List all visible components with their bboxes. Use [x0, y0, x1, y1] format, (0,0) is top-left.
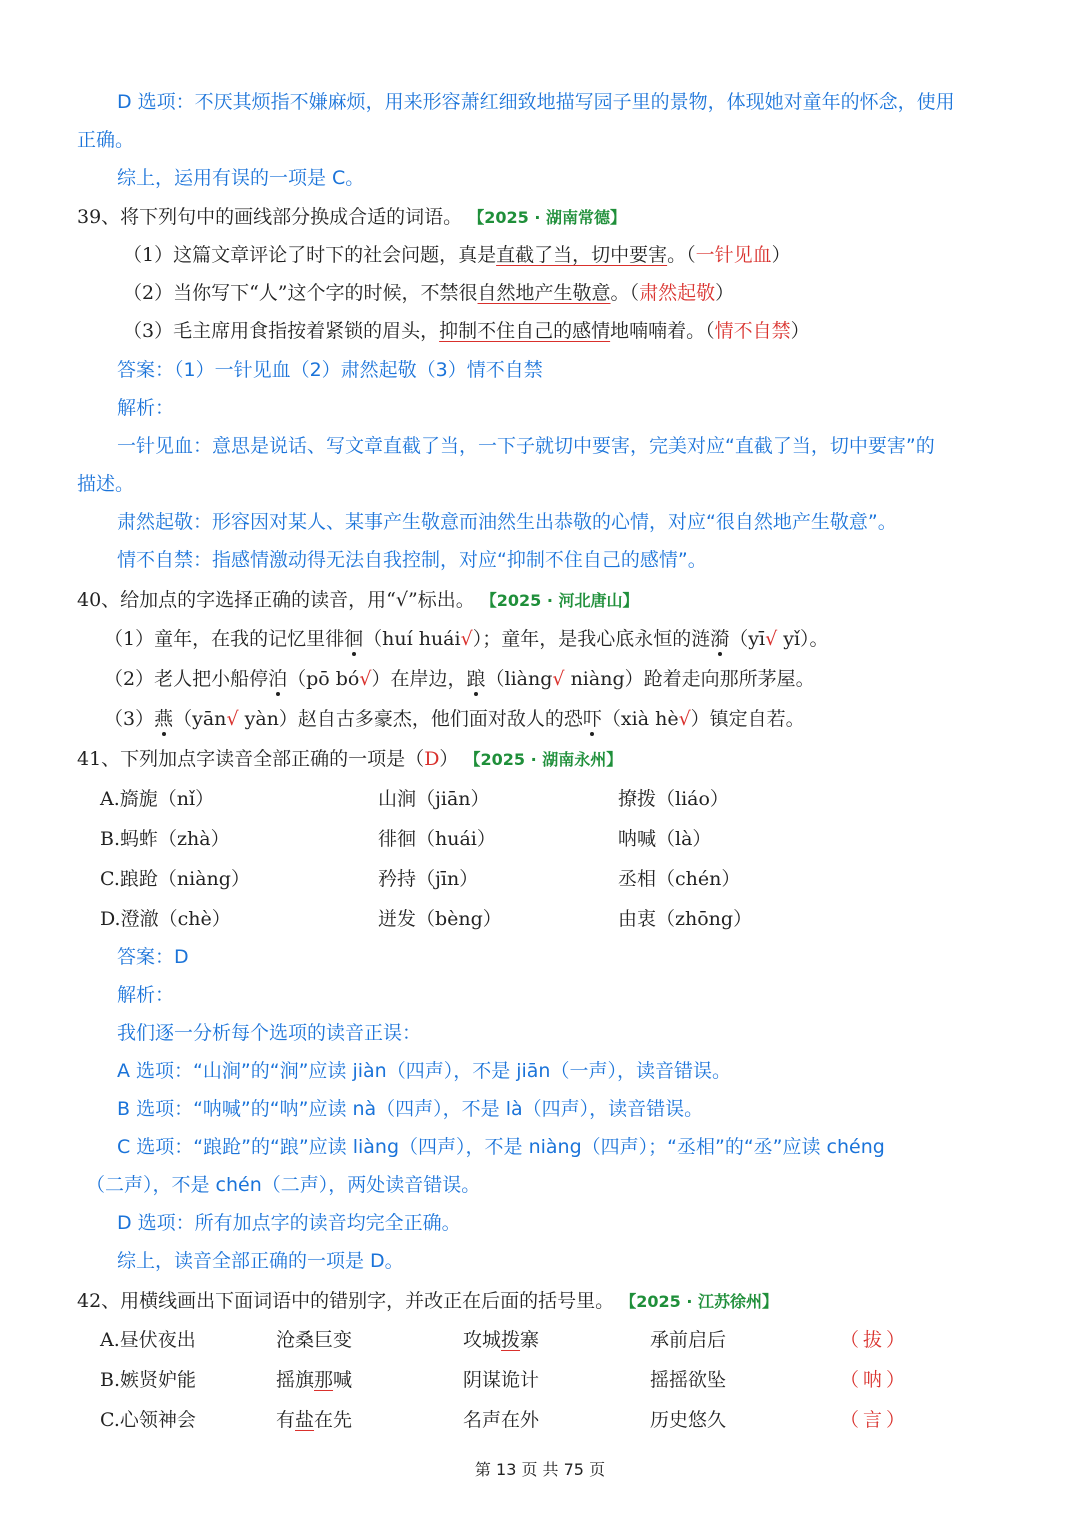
q41-option-d-3: 由衷（zhōng）	[618, 908, 753, 930]
q40-2-dotted-char-2: 踉	[466, 668, 486, 690]
q39-answer: 答案：（1）一针见血（2）肃然起敬（3）情不自禁	[117, 359, 543, 381]
q39-item-1-pre: （1）这篇文章评论了时下的社会问题，真是	[123, 244, 497, 266]
q41-analysis-0: 我们逐一分析每个选项的读音正误：	[117, 1022, 422, 1044]
q39-item-3-answer: 情不自禁	[714, 320, 791, 342]
q39-item-1-answer: 一针见血	[695, 244, 772, 266]
q39-stem-text: 39、将下列句中的画线部分换成合适的词语。	[77, 206, 463, 228]
q39-analysis-3: 情不自禁：指感情激动得无法自我控制，对应“抑制不住自己的感情”。	[117, 549, 707, 571]
q42-c-word-4: 历史悠久	[650, 1409, 727, 1431]
q42-a-word-4: 承前启后	[650, 1329, 727, 1351]
q42-a-wrong-char: 拨	[501, 1329, 521, 1351]
q40-stem-text: 40、给加点的字选择正确的读音，用“√”标出。	[77, 589, 475, 611]
q40-2-t2: （pō	[287, 668, 336, 690]
q40-1-check-2: √	[765, 628, 778, 650]
q40-1-t4: （	[729, 628, 749, 650]
q39-item-3-post: 地喃喃着。（	[610, 320, 715, 342]
q42-c-word-2-pre: 有	[276, 1409, 296, 1431]
q41-source-tag: 【2025 · 湖南永州】	[464, 750, 623, 769]
q42-b-correction	[840, 1366, 905, 1394]
q42-b-word-3: 阴谋诡计	[463, 1369, 540, 1391]
q42-b-word-2-post: 喊	[333, 1369, 353, 1391]
q39-item-2-pre: （2）当你写下“人”这个字的时候，不禁很	[123, 282, 478, 304]
q41-option-b-2: 徘徊（huái）	[378, 828, 496, 850]
q40-1-t1: （1）童年，在我的记忆里徘	[104, 628, 345, 650]
q41-option-a-3: 撩拨（liáo）	[618, 788, 729, 810]
q40-2-t3: ）在岸边，	[371, 668, 467, 690]
q40-1-check-1: √	[460, 628, 473, 650]
q42-a-word-2: 沧桑巨变	[276, 1329, 353, 1351]
q40-item-3	[104, 705, 805, 733]
q40-item-2	[104, 665, 815, 693]
q41-analysis-b: B 选项：“呐喊”的“呐”应读 nà（四声），不是 là（四声），读音错误。	[117, 1098, 704, 1120]
q41-option-c-1: C.踉跄（niàng）	[100, 868, 250, 890]
q42-c-rparen: ）	[886, 1409, 906, 1431]
q41-analysis-a: A 选项：“山涧”的“涧”应读 jiàn（四声），不是 jiān（一声），读音错误。	[117, 1060, 731, 1082]
q40-3-check-1: √	[226, 708, 239, 730]
q39-source-tag: 【2025 · 湖南常德】	[468, 208, 626, 227]
q40-2-t1: （2）老人把小船停	[104, 668, 269, 690]
q40-1-t2: （huí	[363, 628, 419, 650]
q41-analysis-c-cont: （二声），不是 chén（二声），两处读音错误。	[86, 1174, 481, 1196]
q42-b-lparen: （	[840, 1369, 860, 1391]
q39-analysis-1-cont: 描述。	[77, 473, 135, 495]
q42-a-word-3-post: 寨	[520, 1329, 540, 1351]
q42-c-fix: 言	[863, 1409, 883, 1431]
q41-analysis-label: 解析：	[117, 984, 175, 1006]
q41-option-c-3: 丞相（chén）	[618, 868, 741, 890]
q40-1-pinyin-2: yī	[748, 628, 766, 650]
q40-3-t4: （xià	[601, 708, 656, 730]
q42-a-rparen: ）	[886, 1329, 906, 1351]
q40-3-t5: ）镇定自若。	[690, 708, 805, 730]
q39-item-3-end: ）	[790, 320, 810, 342]
q42-b-rparen: ）	[886, 1369, 906, 1391]
q41-option-a-1: A.旖旎（nǐ）	[100, 788, 215, 810]
q39-item-2-end: ）	[715, 282, 735, 304]
q42-c-word-2	[276, 1406, 352, 1434]
page-footer: 第 13 页 共 75 页	[474, 1460, 606, 1479]
q40-3-dotted-char-2: 吓	[582, 708, 602, 730]
q41-option-c-2: 矜持（jīn）	[378, 868, 479, 890]
q42-a-word-3	[463, 1326, 539, 1354]
q41-option-b-3: 呐喊（là）	[618, 828, 712, 850]
q39-item-1-post: 。（	[667, 244, 696, 266]
q40-2-t4: （	[485, 668, 505, 690]
q40-1-t3: ）；童年，是我心底永恒的涟	[472, 628, 711, 650]
q40-1-dotted-char-1: 徊	[344, 628, 364, 650]
d-option-line: D 选项：不厌其烦指不嫌麻烦，用来形容萧红细致地描写园子里的景物，体现她对童年的怀念，使用	[117, 91, 955, 113]
q40-stem	[77, 586, 639, 615]
q39-analysis-1: 一针见血：意思是说话、写文章直截了当，一下子就切中要害，完美对应“直截了当，切中要害”的	[117, 435, 935, 457]
q42-b-word-1: B.嫉贤妒能	[100, 1369, 197, 1391]
q39-item-2-post: 。（	[610, 282, 640, 304]
q41-stem	[77, 745, 622, 774]
q42-stem-text: 42、用横线画出下面词语中的错别字，并改正在后面的括号里。	[77, 1290, 615, 1312]
d-option-line-cont: 正确。	[77, 129, 135, 151]
q42-c-word-2-post: 在先	[314, 1409, 353, 1431]
summary-line: 综上，运用有误的一项是 C。	[117, 167, 365, 189]
q39-item-2-underlined: 自然地产生敬意	[477, 282, 611, 304]
q42-a-correction	[840, 1326, 905, 1354]
q40-source-tag: 【2025 · 河北唐山】	[480, 591, 639, 610]
q42-c-correction	[840, 1406, 905, 1434]
q42-b-word-4: 摇摇欲坠	[650, 1369, 727, 1391]
q40-2-pinyin-1: bó	[335, 668, 360, 690]
q39-item-2	[123, 279, 734, 307]
q42-source-tag: 【2025 · 江苏徐州】	[620, 1292, 778, 1311]
q40-3-t2: （	[173, 708, 193, 730]
q40-3-pinyin-2: hè	[655, 708, 679, 730]
q41-option-a-2: 山涧（jiān）	[378, 788, 490, 810]
q41-stem-answer: D	[424, 748, 440, 770]
q40-item-1	[104, 625, 829, 653]
q42-stem	[77, 1287, 778, 1316]
q39-item-1	[123, 241, 791, 269]
q41-analysis-d: D 选项：所有加点字的读音均完全正确。	[117, 1212, 461, 1234]
q42-a-fix: 拔	[863, 1329, 883, 1351]
q42-a-lparen: （	[840, 1329, 860, 1351]
q39-analysis-2: 肃然起敬：形容因对某人、某事产生敬意而油然生出恭敬的心情，对应“很自然地产生敬意”。	[117, 511, 897, 533]
q40-3-check-2: √	[678, 708, 691, 730]
q40-3-t3: yàn）赵自古多豪杰，他们面对敌人的恐	[238, 708, 583, 730]
q41-summary: 综上，读音全部正确的一项是 D。	[117, 1250, 404, 1272]
q40-1-pinyin-1: huái	[418, 628, 461, 650]
q42-b-word-2	[276, 1366, 352, 1394]
q41-option-d-1: D.澄澈（chè）	[100, 908, 231, 930]
q41-stem-pre: 41、下列加点字读音全部正确的一项是（	[77, 748, 425, 770]
q40-3-dotted-char-1: 燕	[154, 708, 174, 730]
q41-answer: 答案：D	[117, 946, 189, 968]
q40-2-pinyin-2: liàng	[504, 668, 553, 690]
q39-item-1-end: ）	[771, 244, 791, 266]
q40-1-t5: yǐ）。	[777, 628, 829, 650]
q42-b-word-2-pre: 摇旗	[276, 1369, 315, 1391]
q40-2-check-2: √	[552, 668, 565, 690]
q41-analysis-c: C 选项：“踉跄”的“踉”应读 liàng（四声），不是 niàng（四声）；“丞相”的“丞”应读 chéng	[117, 1136, 885, 1158]
q39-item-3-pre: （3）毛主席用食指按着紧锁的眉头，	[123, 320, 440, 342]
q40-2-t5: niàng）跄着走向那所茅屋。	[564, 668, 815, 690]
q39-item-1-underlined: 直截了当，切中要害	[496, 244, 668, 266]
q39-analysis-label: 解析：	[117, 397, 175, 419]
q41-option-d-2: 迸发（bèng）	[378, 908, 502, 930]
q40-1-dotted-char-2: 漪	[710, 628, 730, 650]
q42-b-wrong-char: 那	[314, 1369, 334, 1391]
q40-2-dotted-char-1: 泊	[268, 668, 288, 690]
q40-3-t1: （3）	[104, 708, 155, 730]
q39-item-3	[123, 317, 810, 345]
q39-item-3-underlined: 抑制不住自己的感情	[439, 320, 611, 342]
q41-option-b-1: B.蚂蚱（zhà）	[100, 828, 230, 850]
q42-c-wrong-char: 盐	[295, 1409, 315, 1431]
q42-c-word-1: C.心领神会	[100, 1409, 196, 1431]
q42-c-lparen: （	[840, 1409, 860, 1431]
q42-c-word-3: 名声在外	[463, 1409, 540, 1431]
q41-stem-post: ）	[439, 748, 459, 770]
q39-item-2-answer: 肃然起敬	[639, 282, 716, 304]
q40-3-pinyin-1: yān	[192, 708, 227, 730]
q39-stem	[77, 203, 626, 232]
q42-b-fix: 呐	[863, 1369, 883, 1391]
q42-a-word-3-pre: 攻城	[463, 1329, 502, 1351]
q40-2-check-1: √	[359, 668, 372, 690]
q42-a-word-1: A.昼伏夜出	[100, 1329, 196, 1351]
